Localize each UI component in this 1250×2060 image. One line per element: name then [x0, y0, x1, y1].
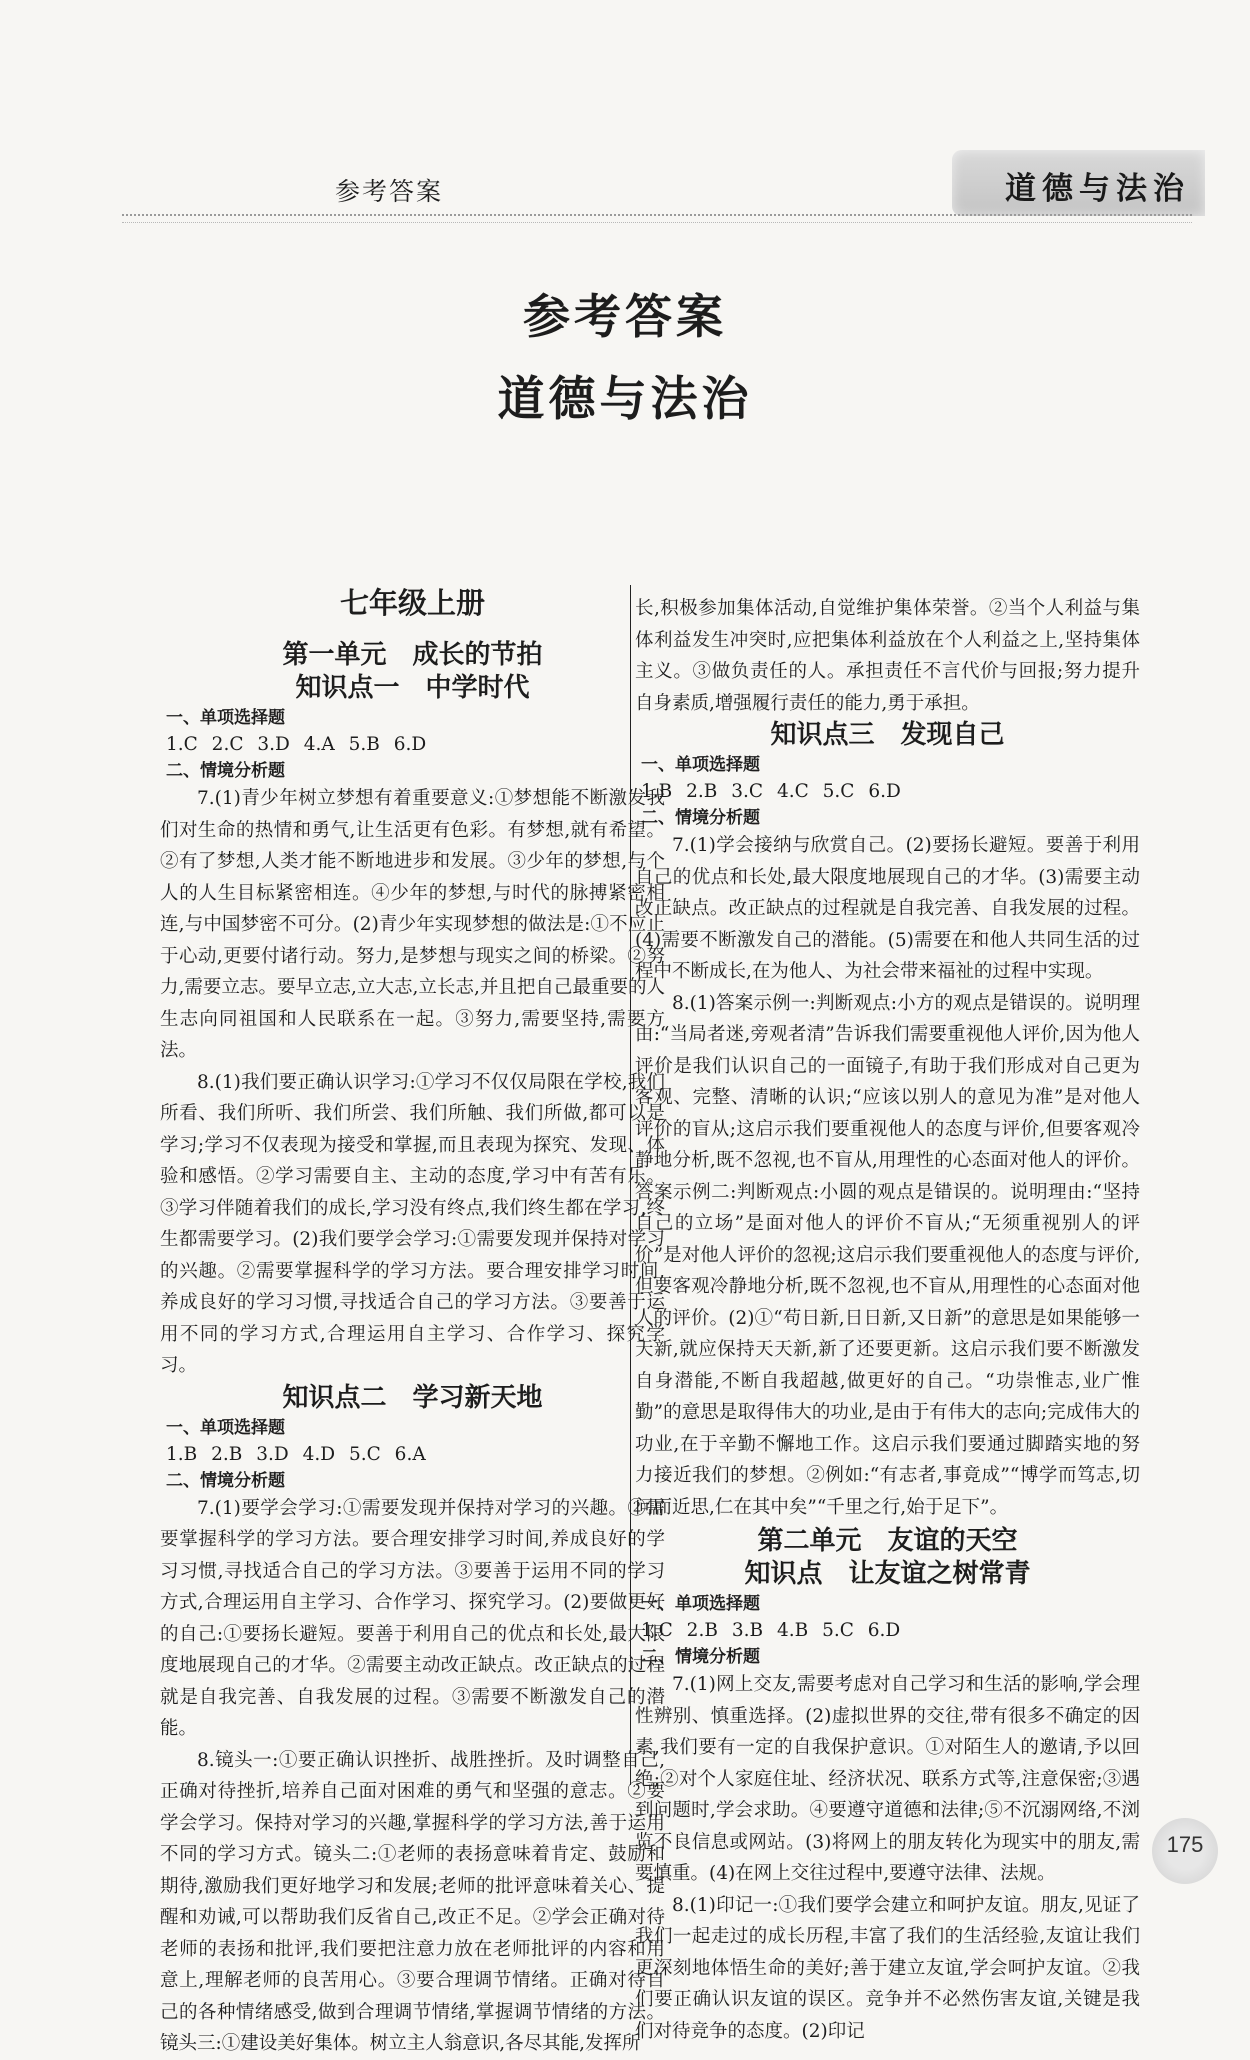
kp2-single-label: 一、单项选择题: [166, 1417, 285, 1438]
subject-title: 道德与法治: [497, 372, 753, 427]
kp2-q7: 7.(1)要学会学习:①需要发现并保持对学习的兴趣。②需要掌握科学的学习方法。要合理安排学习时间,养成良好的学习习惯,寻找适合自己的学习方法。③要善于运用不同的学习方式,合理运用自主学习、合作学习、探究学习。(2)要做更好的自己:①要扬长避短。要善于利用自己的优点和长处,最大限度地展现自己的才华。②需要主动改正缺点。改正缺点的过程就是自我完善、自我发展的过程。③需要不断激发自己的潜能。: [160, 1497, 665, 1739]
kp3-single-answers: 1.B 2.B 3.C 4.C 5.C 6.D: [641, 781, 901, 802]
kp1-case-label: 二、情境分析题: [166, 761, 285, 781]
page-number-badge: [1152, 1818, 1218, 1884]
grade-heading: 七年级上册: [339, 586, 485, 620]
kp4-case-label: 二、情境分析题: [641, 1647, 760, 1667]
running-header-left: 参考答案: [335, 177, 444, 206]
kp2-case-label: 二、情境分析题: [166, 1470, 285, 1491]
right-column: [635, 593, 1140, 2047]
kp1-single-label: 一、单项选择题: [166, 708, 285, 728]
header-divider: [122, 214, 1192, 223]
continued-text: 长,积极参加集体活动,自觉维护集体荣誉。②当个人利益与集体利益发生冲突时,应把集体利益放在个人利益之上,坚持集体主义。③做负责任的人。承担责任不言代价与回报;努力提升自身素质,增强履行责任的能力,勇于承担。: [635, 598, 1140, 714]
kp2-single-answers: 1.B 2.B 3.D 4.D 5.C 6.A: [166, 1443, 426, 1465]
kp4-single-answers: 1.C 2.B 3.B 4.B 5.C 6.D: [641, 1620, 901, 1641]
page-title: 参考答案: [523, 290, 727, 345]
kp3-case-label: 二、情境分析题: [641, 808, 760, 828]
left-column: [160, 585, 665, 2060]
page-number: 175: [1166, 1832, 1204, 1857]
kp3-heading: 知识点三 发现自己: [770, 720, 1005, 750]
kp3-q7: 7.(1)学会接纳与欣赏自己。(2)要扬长避短。要善于利用自己的优点和长处,最大限度地展现自己的才华。(3)需要主动改正缺点。改正缺点的过程就是自我完善、自我发展的过程。(4)需要不断激发自己的潜能。(5)需要在和他人共同生活的过程中不断成长,在为他人、为社会带来福祉的过程中实现。: [635, 835, 1140, 982]
kp4-single-label: 一、单项选择题: [641, 1594, 760, 1614]
unit2-heading: 第二单元 友谊的天空: [757, 1526, 1018, 1556]
column-divider: [630, 585, 631, 1785]
running-header-right: 道德与法治: [1005, 171, 1190, 207]
kp1-single-answers: 1.C 2.C 3.D 4.A 5.B 6.D: [166, 734, 427, 755]
kp2-heading: 知识点二 学习新天地: [282, 1382, 543, 1413]
kp3-q8: 8.(1)答案示例一:判断观点:小方的观点是错误的。说明理由:“当局者迷,旁观者清”告诉我们需要重视他人评价,因为他人评价是我们认识自己的一面镜子,有助于我们形成对自己更为客观、完整、清晰的认识;“应该以别人的意见为准”是对他人评价的盲从;这启示我们要重视他人的态度与评价,但要客观冷静地分析,既不忽视,也不盲从,用理性的心态面对他人的评价。答案示例二:判断观点:小圆的观点是错误的。说明理由:“坚持自己的立场”是面对他人的评价不盲从;“无须重视别人的评价”是对他人评价的忽视;这启示我们要重视他人的态度与评价,但要客观冷静地分析,既不忽视,也不盲从,用理性的心态面对他人的评价。(2)①“苟日新,日日新,又日新”的意思是如果能够一天新,就应保持天天新,新了还要更新。这启示我们要不断激发自身潜能,不断自我超越,做更好的自己。“功崇惟志,业广惟勤”的意思是取得伟大的功业,是由于有伟大的志向;完成伟大的功业,在于辛勤不懈地工作。这启示我们要通过脚踏实地的努力接近我们的梦想。②例如:“有志者,事竟成”“博学而笃志,切问而近思,仁在其中矣”“千里之行,始于足下”。: [635, 992, 1140, 1518]
kp1-q7: 7.(1)青少年树立梦想有着重要意义:①梦想能不断激发我们对生命的热情和勇气,让生活更有色彩。有梦想,就有希望。②有了梦想,人类才能不断地进步和发展。③少年的梦想,与个人的人生目标紧密相连。④少年的梦想,与时代的脉搏紧密相连,与中国梦密不可分。(2)青少年实现梦想的做法是:①不应止于心动,更要付诸行动。努力,是梦想与现实之间的桥梁。②努力,需要立志。要早立志,立大志,立长志,并且把自己最重要的人生志向同祖国和人民联系在一起。③努力,需要坚持,需要方法。: [160, 788, 665, 1061]
kp4-q8: 8.(1)印记一:①我们要学会建立和呵护友谊。朋友,见证了我们一起走过的成长历程,丰富了我们的生活经验,友谊让我们更深刻地体悟生命的美好;善于建立友谊,学会呵护友谊。②我们要正确认识友谊的误区。竞争并不必然伤害友谊,关键是我们对待竞争的态度。(2)印记: [635, 1894, 1140, 2042]
kp2-q8: 8.镜头一:①要正确认识挫折、战胜挫折。及时调整自己,正确对待挫折,培养自己面对困难的勇气和坚强的意志。②要学会学习。保持对学习的兴趣,掌握科学的学习方法,善于运用不同的学习方式。镜头二:①老师的表扬意味着肯定、鼓励和期待,激励我们更好地学习和发展;老师的批评意味着关心、提醒和劝诫,可以帮助我们反省自己,改正不足。②学会正确对待老师的表扬和批评,我们要把注意力放在老师批评的内容和用意上,理解老师的良苦用心。③要合理调节情绪。正确对待自己的各种情绪感受,做到合理调节情绪,掌握调节情绪的方法。镜头三:①建设美好集体。树立主人翁意识,各尽其能,发挥所: [160, 1749, 665, 2054]
kp4-heading: 知识点 让友谊之树常青: [744, 1559, 1031, 1589]
kp1-heading: 知识点一 中学时代: [295, 673, 530, 703]
kp3-single-label: 一、单项选择题: [641, 755, 760, 775]
kp1-q8: 8.(1)我们要正确认识学习:①学习不仅仅局限在学校,我们所看、我们所听、我们所尝、我们所触、我们所做,都可以是学习;学习不仅表现为接受和掌握,而且表现为探究、发现、体验和感悟。②学习需要自主、主动的态度,学习中有苦有乐。③学习伴随着我们的成长,学习没有终点,我们终生都在学习,终生都需要学习。(2)我们要学会学习:①需要发现并保持对学习的兴趣。②需要掌握科学的学习方法。要合理安排学习时间,养成良好的学习习惯,寻找适合自己的学习方法。③要善于运用不同的学习方式,合理运用自主学习、合作学习、探究学习。: [160, 1071, 665, 1376]
unit1-heading: 第一单元 成长的节拍: [282, 640, 543, 670]
kp4-q7: 7.(1)网上交友,需要考虑对自己学习和生活的影响,学会理性辨别、慎重选择。(2)虚拟世界的交往,带有很多不确定的因素,我们要有一定的自我保护意识。①对陌生人的邀请,予以回绝;②对个人家庭住址、经济状况、联系方式等,注意保密;③遇到问题时,学会求助。④要遵守道德和法律;⑤不沉溺网络,不浏览不良信息或网站。(3)将网上的朋友转化为现实中的朋友,需要慎重。(4)在网上交往过程中,要遵守法律、法规。: [635, 1674, 1140, 1884]
